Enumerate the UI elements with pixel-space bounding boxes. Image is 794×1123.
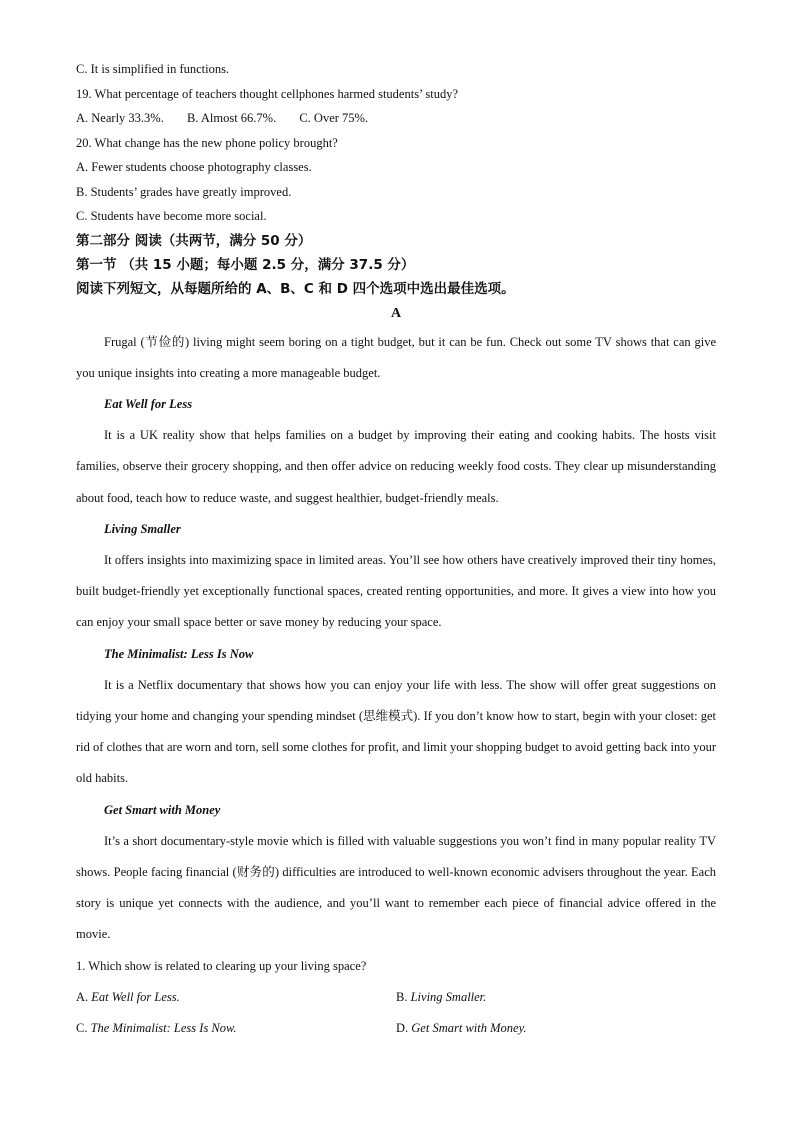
q19-option-c: C. Over 75%. — [299, 111, 369, 125]
show-text-4: It’s a short documentary-style movie which is filled with valuable suggestions you won’t find in many popular reality TV shows. People facing financial (财务的) difficulties are introduced to well-known economic advisers throughout the year. Each story is unique yet connects with the audience, and you’ll want to remember each piece of financial advice offered in the movie. — [76, 833, 716, 942]
question-1-option-d: D. Get Smart with Money. — [396, 1020, 527, 1035]
section-instruction: 阅读下列短文，从每题所给的 A、B、C 和 D 四个选项中选出最佳选项。 — [76, 280, 515, 297]
question-1-option-c: C. The Minimalist: Less Is Now. — [76, 1020, 237, 1035]
question-1-options-row-1 — [76, 982, 716, 1013]
show-title-3: The Minimalist: Less Is Now — [104, 646, 254, 661]
show-title-1: Eat Well for Less — [104, 396, 193, 411]
passage-intro: Frugal (节俭的) living might seem boring on a tight budget, but it can be fun. Check out some TV shows that can give you unique insights into creating a more manageable budget. — [76, 334, 716, 380]
question-1-option-a: A. Eat Well for Less. — [76, 989, 180, 1004]
q20-option-c: C. Students have become more social. — [76, 209, 267, 223]
q19-options — [76, 106, 716, 131]
section-part-title: 第二部分 阅读（共两节，满分 50 分） — [76, 232, 312, 249]
show-text-2: It offers insights into maximizing space in limited areas. You’ll see how others have creatively improved their tiny homes, built budget-friendly yet exceptionally functional spaces, created renting opportunities, and more. It gives a view into how you can enjoy your small space better or save money by reducing your space. — [76, 552, 716, 630]
section-sub-title: 第一节 （共 15 小题；每小题 2.5 分，满分 37.5 分） — [76, 256, 415, 273]
q20-option-a: A. Fewer students choose photography classes. — [76, 160, 312, 174]
q18-option-c: C. It is simplified in functions. — [76, 62, 230, 76]
passage-label: A — [390, 305, 402, 321]
q20-stem: 20. What change has the new phone policy brought? — [76, 135, 338, 150]
question-1-option-b: B. Living Smaller. — [396, 989, 487, 1004]
q20-option-b: B. Students’ grades have greatly improved. — [76, 184, 292, 199]
question-1-stem: 1. Which show is related to clearing up your living space? — [76, 958, 367, 973]
q19-stem: 19. What percentage of teachers thought cellphones harmed students’ study? — [76, 86, 459, 101]
show-text-3: It is a Netflix documentary that shows how you can enjoy your life with less. The show will offer great suggestions on tidying your home and changing your spending mindset (思维模式). If you don’t know how to start, begin with your closet: get rid of clothes that are worn and torn, sell some clothes for profit, and limit your shopping budget to avoid getting back into your old habits. — [76, 677, 716, 786]
show-text-1: It is a UK reality show that helps families on a budget by improving their eating and cooking habits. The hosts visit families, observe their grocery shopping, and then offer advice on reducing weekly food costs. They clear up misunderstanding about food, teach how to reduce waste, and suggest healthier, budget-friendly meals. — [76, 428, 716, 505]
show-title-4: Get Smart with Money — [104, 802, 221, 817]
q19-option-a: A. Nearly 33.3%. — [76, 111, 164, 125]
q19-option-b: B. Almost 66.7%. — [186, 111, 277, 125]
question-1-options-row-2 — [76, 1013, 716, 1044]
exam-page — [76, 0, 716, 1044]
show-title-2: Living Smaller — [104, 521, 181, 536]
